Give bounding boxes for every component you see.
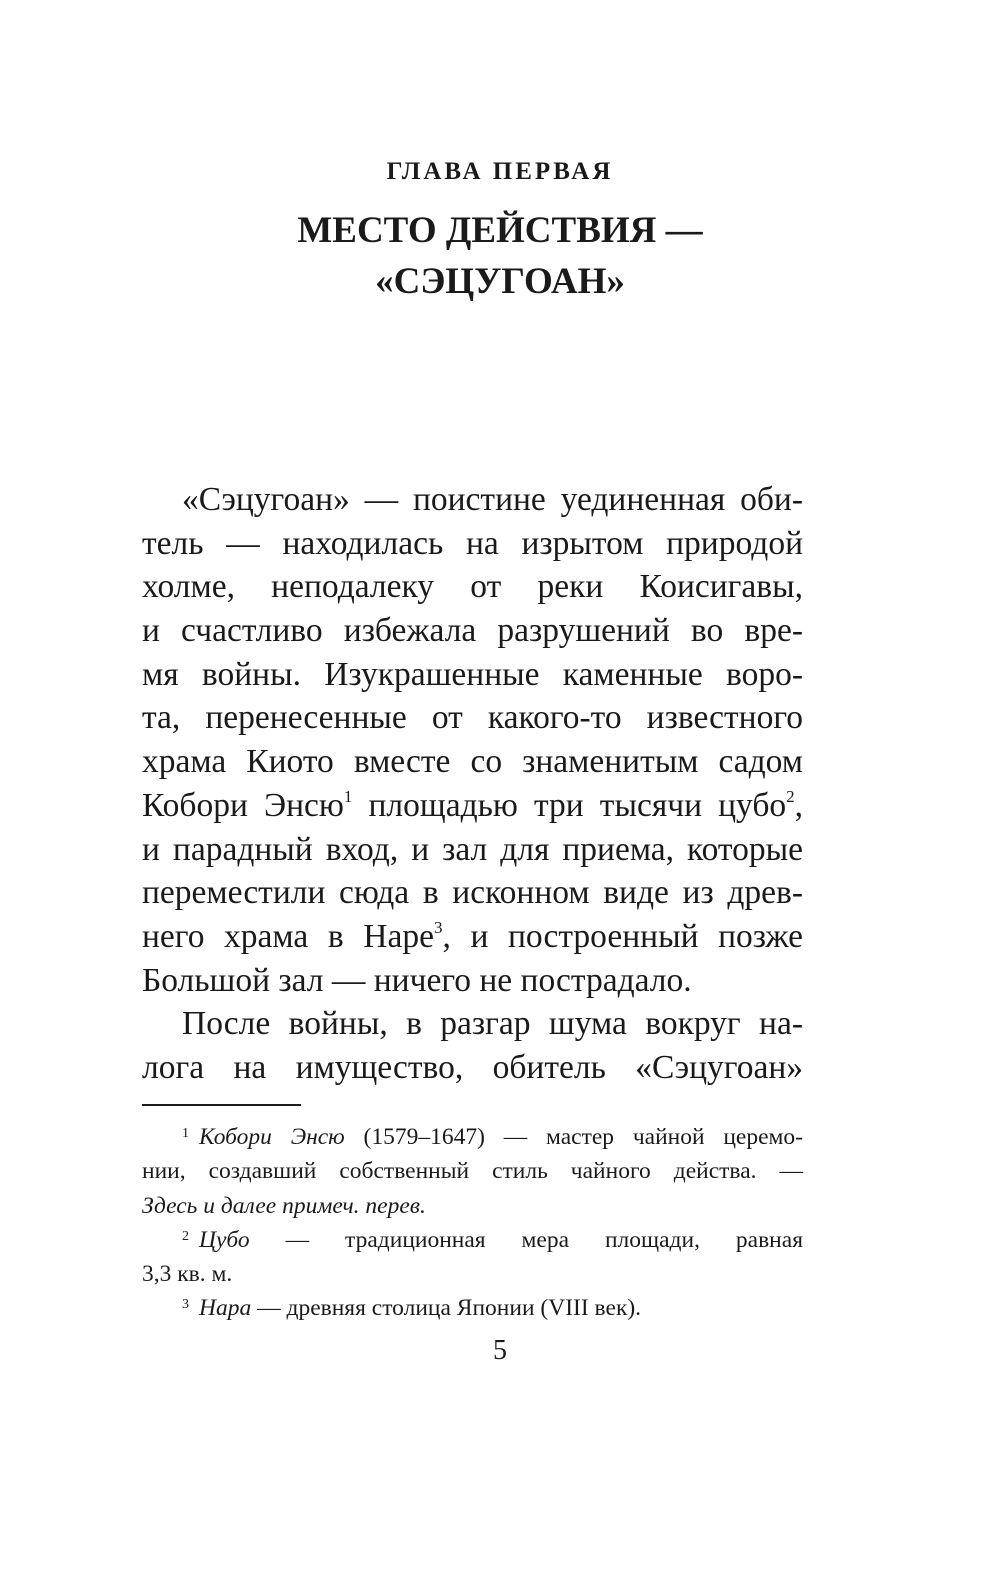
footnote-text: — традиционная мера площади, равная	[249, 1226, 803, 1253]
chapter-title	[0, 205, 1000, 307]
footnote-ref-2: 2	[786, 786, 795, 806]
text-segment: , и построенный позже	[442, 917, 803, 955]
footnote-text: (1579–1647) — мастер чайной церемо-	[344, 1124, 803, 1150]
text-line: тель — находилась на изрытом природой	[142, 524, 803, 562]
text-line: После войны, в разгар шума вокруг на-	[182, 1005, 803, 1043]
chapter-title-line-1: МЕСТО ДЕЙСТВИЯ —	[297, 210, 703, 251]
text-line: лога на имущество, обитель «Сэцугоан»	[142, 1048, 803, 1086]
text-line: холме, неподалеку от реки Коисигавы,	[142, 568, 803, 606]
footnote-text: — древняя столица Японии (VIII век).	[251, 1295, 642, 1322]
text-line: и счастливо избежала разрушений во вре-	[142, 612, 803, 650]
footnote-term: Кобори Энсю	[199, 1124, 345, 1150]
text-line: и парадный вход, и зал для приема, которые	[142, 830, 803, 868]
text-segment: площадью три тысячи цубо	[352, 786, 787, 824]
text-segment: Кобори Энсю	[142, 786, 344, 824]
chapter-label: ГЛАВА ПЕРВАЯ	[386, 158, 614, 185]
text-line: «Сэцугоан» — поистине уединенная оби-	[182, 481, 803, 518]
footnote-term: Цубо	[199, 1226, 250, 1253]
footnote-1-line: нии, создавший собственный стиль чайного действа. —	[142, 1158, 803, 1185]
text-line	[142, 915, 803, 959]
chapter-title-line-2: «СЭЦУГОАН»	[375, 261, 625, 302]
body-text	[142, 478, 803, 1090]
text-line: та, перенесенные от какого-то известного	[142, 699, 803, 737]
footnote-3-line	[142, 1291, 803, 1325]
footnote-number: 2	[182, 1228, 189, 1244]
footnote-2-line: 3,3 кв. м.	[142, 1261, 233, 1288]
footnote-note: Здесь и далее примеч. перев.	[142, 1192, 426, 1219]
page-number: 5	[493, 1335, 507, 1366]
footnote-term: Нара	[199, 1295, 252, 1322]
footnote-number: 1	[182, 1126, 189, 1141]
text-line	[142, 784, 803, 828]
footnote-number: 3	[182, 1297, 189, 1313]
footnote-1-line	[142, 1189, 803, 1223]
text-line: мя войны. Изукрашенные каменные воро-	[142, 655, 803, 693]
footnotes	[142, 1120, 803, 1326]
footnote-divider	[142, 1104, 301, 1106]
footnote-ref-3: 3	[433, 917, 443, 937]
footnote-1-line	[142, 1120, 803, 1154]
text-line: переместили сюда в исконном виде из древ-	[142, 874, 803, 912]
footnote-2-line	[142, 1223, 803, 1257]
footnote-ref-1: 1	[343, 786, 353, 806]
text-line: Большой зал — ничего не пострадало.	[142, 961, 692, 999]
text-segment: него храма в Наре	[142, 917, 434, 955]
text-line: храма Киото вместе со знаменитым садом	[142, 743, 803, 781]
text-segment: ,	[794, 786, 803, 824]
